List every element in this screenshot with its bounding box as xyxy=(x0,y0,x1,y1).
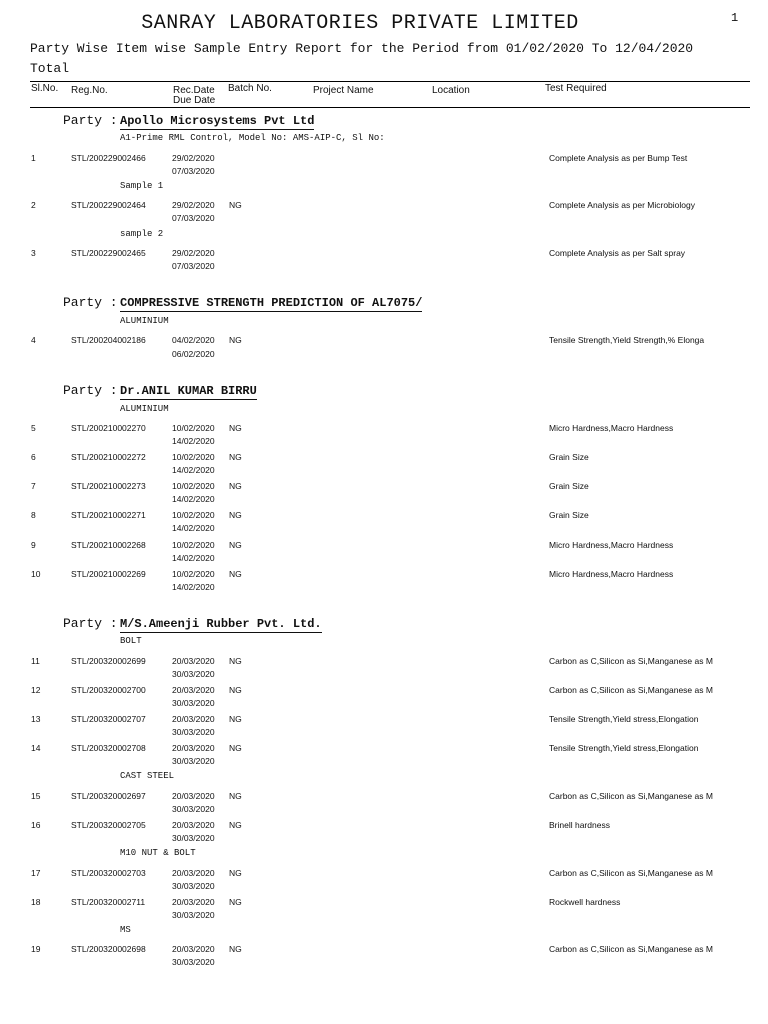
row-recdate: 10/02/2020 xyxy=(172,481,215,491)
row-recdate: 29/02/2020 xyxy=(172,248,215,258)
row-recdate: 10/02/2020 xyxy=(172,452,215,462)
row-recdate: 10/02/2020 xyxy=(172,510,215,520)
item-name: BOLT xyxy=(120,636,142,646)
item-name: sample 2 xyxy=(120,229,164,239)
col-header-recdate: Rec.Date xyxy=(173,85,215,96)
report-subtitle: Party Wise Item wise Sample Entry Report for the Period from 01/02/2020 To 12/04/2020 xyxy=(30,41,694,56)
row-regno: STL/200320002700 xyxy=(71,685,146,695)
row-batch: NG xyxy=(229,743,242,753)
row-recdate: 04/02/2020 xyxy=(172,335,215,345)
row-batch: NG xyxy=(229,452,242,462)
row-duedate: 14/02/2020 xyxy=(172,436,215,446)
row-duedate: 14/02/2020 xyxy=(172,465,215,475)
row-slno: 14 xyxy=(31,743,41,753)
row-regno: STL/200210002269 xyxy=(71,569,146,579)
party-name: Apollo Microsystems Pvt Ltd xyxy=(120,114,315,128)
row-test: Carbon as C,Silicon as Si,Manganese as M xyxy=(549,944,713,954)
row-test: Grain Size xyxy=(549,452,589,462)
row-recdate: 20/03/2020 xyxy=(172,685,215,695)
item-name: Sample 1 xyxy=(120,181,164,191)
row-test: Grain Size xyxy=(549,510,589,520)
row-slno: 18 xyxy=(31,897,41,907)
row-slno: 17 xyxy=(31,868,41,878)
row-duedate: 06/02/2020 xyxy=(172,349,215,359)
row-recdate: 20/03/2020 xyxy=(172,868,215,878)
header-bottom-rule xyxy=(30,107,750,108)
row-recdate: 20/03/2020 xyxy=(172,714,215,724)
row-duedate: 14/02/2020 xyxy=(172,553,215,563)
row-regno: STL/200320002707 xyxy=(71,714,146,724)
row-regno: STL/200210002268 xyxy=(71,540,146,550)
col-header-regno: Reg.No. xyxy=(71,85,108,96)
row-slno: 8 xyxy=(31,510,36,520)
row-batch: NG xyxy=(229,714,242,724)
row-batch: NG xyxy=(229,510,242,520)
item-name: ALUMINIUM xyxy=(120,316,169,326)
party-label: Party : xyxy=(63,113,118,128)
row-duedate: 30/03/2020 xyxy=(172,957,215,967)
row-batch: NG xyxy=(229,423,242,433)
row-regno: STL/200229002466 xyxy=(71,153,146,163)
row-duedate: 14/02/2020 xyxy=(172,523,215,533)
row-regno: STL/200320002699 xyxy=(71,656,146,666)
row-regno: STL/200210002270 xyxy=(71,423,146,433)
row-slno: 11 xyxy=(31,656,40,666)
row-slno: 19 xyxy=(31,944,41,954)
row-duedate: 30/03/2020 xyxy=(172,669,215,679)
row-regno: STL/200320002708 xyxy=(71,743,146,753)
row-duedate: 07/03/2020 xyxy=(172,261,215,271)
row-batch: NG xyxy=(229,569,242,579)
row-duedate: 30/03/2020 xyxy=(172,698,215,708)
row-batch: NG xyxy=(229,335,242,345)
row-recdate: 29/02/2020 xyxy=(172,200,215,210)
row-slno: 1 xyxy=(31,153,36,163)
row-duedate: 30/03/2020 xyxy=(172,756,215,766)
row-regno: STL/200320002697 xyxy=(71,791,146,801)
row-duedate: 30/03/2020 xyxy=(172,833,215,843)
row-regno: STL/200204002186 xyxy=(71,335,146,345)
row-recdate: 20/03/2020 xyxy=(172,743,215,753)
row-regno: STL/200320002705 xyxy=(71,820,146,830)
party-label: Party : xyxy=(63,383,118,398)
party-name: COMPRESSIVE STRENGTH PREDICTION OF AL7075/ xyxy=(120,296,423,310)
row-slno: 5 xyxy=(31,423,36,433)
row-recdate: 20/03/2020 xyxy=(172,656,215,666)
party-name: Dr.ANIL KUMAR BIRRU xyxy=(120,384,257,398)
page-number: 1 xyxy=(731,11,739,25)
row-test: Tensile Strength,Yield stress,Elongation xyxy=(549,743,699,753)
col-header-location: Location xyxy=(432,85,470,96)
row-batch: NG xyxy=(229,540,242,550)
row-regno: STL/200320002698 xyxy=(71,944,146,954)
row-test: Tensile Strength,Yield Strength,% Elonga xyxy=(549,335,705,345)
row-recdate: 20/03/2020 xyxy=(172,791,215,801)
row-batch: NG xyxy=(229,868,242,878)
row-slno: 10 xyxy=(31,569,41,579)
row-test: Micro Hardness,Macro Hardness xyxy=(549,540,674,550)
row-regno: STL/200320002711 xyxy=(71,897,146,907)
row-recdate: 10/02/2020 xyxy=(172,423,215,433)
row-duedate: 30/03/2020 xyxy=(172,881,215,891)
row-slno: 16 xyxy=(31,820,41,830)
row-slno: 9 xyxy=(31,540,36,550)
col-header-test: Test Required xyxy=(545,83,607,94)
item-name: A1-Prime RML Control, Model No: AMS-AIP-C, Sl No: xyxy=(120,133,385,143)
row-slno: 15 xyxy=(31,791,41,801)
row-test: Rockwell hardness xyxy=(549,897,621,907)
row-test: Complete Analysis as per Microbiology xyxy=(549,200,695,210)
row-test: Micro Hardness,Macro Hardness xyxy=(549,569,674,579)
party-label: Party : xyxy=(63,295,118,310)
total-label: Total xyxy=(30,61,70,76)
row-test: Complete Analysis as per Salt spray xyxy=(549,248,686,258)
row-slno: 2 xyxy=(31,200,36,210)
row-batch: NG xyxy=(229,944,242,954)
row-batch: NG xyxy=(229,897,242,907)
row-test: Micro Hardness,Macro Hardness xyxy=(549,423,674,433)
row-test: Brinell hardness xyxy=(549,820,610,830)
row-batch: NG xyxy=(229,200,242,210)
row-slno: 12 xyxy=(31,685,41,695)
col-header-duedate: Due Date xyxy=(173,95,216,106)
party-label: Party : xyxy=(63,616,118,631)
row-duedate: 30/03/2020 xyxy=(172,910,215,920)
row-test: Carbon as C,Silicon as Si,Manganese as M xyxy=(549,791,713,801)
row-slno: 3 xyxy=(31,248,36,258)
row-slno: 13 xyxy=(31,714,41,724)
row-regno: STL/200210002273 xyxy=(71,481,146,491)
row-test: Carbon as C,Silicon as Si,Manganese as M xyxy=(549,685,713,695)
row-test: Complete Analysis as per Bump Test xyxy=(549,153,688,163)
item-name: CAST STEEL xyxy=(120,771,175,781)
row-duedate: 07/03/2020 xyxy=(172,166,215,176)
col-header-batch: Batch No. xyxy=(228,83,272,94)
row-slno: 7 xyxy=(31,481,36,491)
row-recdate: 29/02/2020 xyxy=(172,153,215,163)
item-name: ALUMINIUM xyxy=(120,404,169,414)
row-duedate: 30/03/2020 xyxy=(172,727,215,737)
row-recdate: 10/02/2020 xyxy=(172,569,215,579)
party-name: M/S.Ameenji Rubber Pvt. Ltd. xyxy=(120,617,322,631)
header-top-rule xyxy=(30,81,750,82)
row-test: Carbon as C,Silicon as Si,Manganese as M xyxy=(549,868,713,878)
row-regno: STL/200229002464 xyxy=(71,200,146,210)
row-regno: STL/200210002272 xyxy=(71,452,146,462)
row-batch: NG xyxy=(229,820,242,830)
col-header-slno: Sl.No. xyxy=(31,83,59,94)
row-regno: STL/200320002703 xyxy=(71,868,146,878)
row-slno: 4 xyxy=(31,335,36,345)
row-recdate: 20/03/2020 xyxy=(172,820,215,830)
row-recdate: 20/03/2020 xyxy=(172,897,215,907)
row-regno: STL/200210002271 xyxy=(71,510,146,520)
row-batch: NG xyxy=(229,481,242,491)
company-title: SANRAY LABORATORIES PRIVATE LIMITED xyxy=(141,12,579,35)
row-batch: NG xyxy=(229,685,242,695)
row-duedate: 07/03/2020 xyxy=(172,213,215,223)
row-recdate: 20/03/2020 xyxy=(172,944,215,954)
row-duedate: 14/02/2020 xyxy=(172,494,215,504)
item-name: MS xyxy=(120,925,131,935)
row-test: Carbon as C,Silicon as Si,Manganese as M xyxy=(549,656,713,666)
row-test: Tensile Strength,Yield stress,Elongation xyxy=(549,714,699,724)
col-header-project: Project Name xyxy=(313,85,374,96)
row-regno: STL/200229002465 xyxy=(71,248,146,258)
row-recdate: 10/02/2020 xyxy=(172,540,215,550)
row-test: Grain Size xyxy=(549,481,589,491)
row-batch: NG xyxy=(229,656,242,666)
row-duedate: 14/02/2020 xyxy=(172,582,215,592)
row-slno: 6 xyxy=(31,452,36,462)
row-duedate: 30/03/2020 xyxy=(172,804,215,814)
item-name: M10 NUT & BOLT xyxy=(120,848,196,858)
row-batch: NG xyxy=(229,791,242,801)
